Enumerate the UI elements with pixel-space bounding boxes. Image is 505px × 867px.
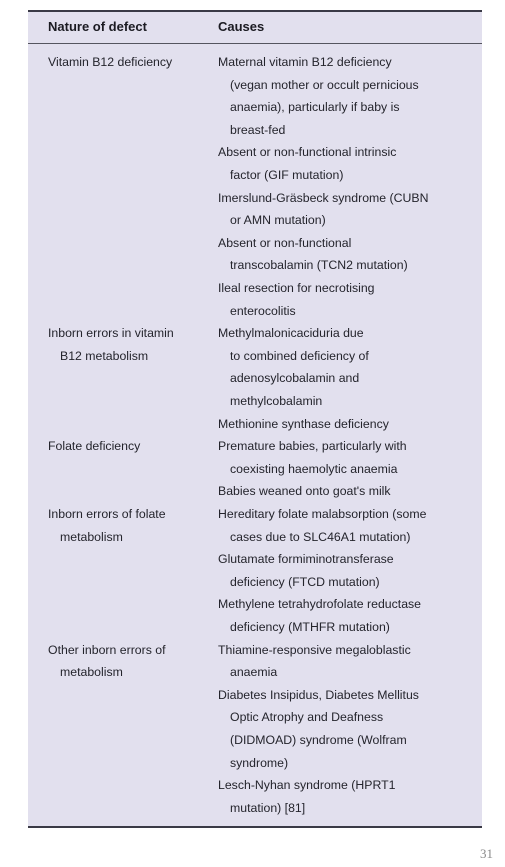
cause-cell-line: transcobalamin (TCN2 mutation) bbox=[230, 258, 408, 273]
table-bottom-rule bbox=[28, 826, 482, 828]
cause-cell-line: Imerslund-Gräsbeck syndrome (CUBN bbox=[218, 190, 429, 205]
table-top-rule bbox=[28, 10, 482, 12]
cause-cell-line: deficiency (MTHFR mutation) bbox=[230, 620, 390, 634]
cause-cell-line: Methylmalonicaciduria due bbox=[218, 326, 364, 341]
header-nature-of-defect: Nature of defect bbox=[48, 19, 147, 34]
cause-cell-line: Lesch-Nyhan syndrome (HPRT1 bbox=[218, 778, 396, 793]
cause-cell-line: Maternal vitamin B12 deficiency bbox=[218, 55, 392, 69]
defect-cell-line: metabolism bbox=[60, 529, 123, 544]
cause-cell-line: Methylene tetrahydrofolate reductase bbox=[218, 597, 422, 612]
cause-cell-line: adenosylcobalamin and bbox=[230, 371, 360, 386]
cause-cell-line: Diabetes Insipidus, Diabetes Mellitus bbox=[218, 687, 419, 702]
defect-cell-line: Inborn errors of folate bbox=[48, 507, 166, 521]
cause-cell-line: anaemia bbox=[230, 665, 278, 680]
cause-cell-line: to combined deficiency of bbox=[230, 348, 369, 363]
cause-cell-line: syndrome) bbox=[230, 755, 289, 770]
cause-cell-line: enterocolitis bbox=[230, 303, 296, 318]
defect-cell-line: metabolism bbox=[60, 665, 123, 680]
cause-cell-line: Absent or non-functional bbox=[218, 235, 352, 250]
table-header-rule bbox=[28, 43, 482, 44]
defect-cell-line: Folate deficiency bbox=[48, 439, 141, 454]
cause-cell-line: Thiamine-responsive megaloblastic bbox=[218, 642, 411, 657]
header-causes: Causes bbox=[218, 19, 265, 34]
cause-cell-line: Glutamate formiminotransferase bbox=[218, 552, 394, 567]
defect-cell-line: Inborn errors in vitamin bbox=[48, 326, 174, 341]
cause-cell-line: Methionine synthase deficiency bbox=[218, 416, 389, 431]
defect-cell-line: Vitamin B12 deficiency bbox=[48, 55, 173, 69]
cause-cell-line: Hereditary folate malabsorption (some bbox=[218, 507, 427, 521]
page-number: 31 bbox=[480, 846, 493, 861]
cause-cell-line: (DIDMOAD) syndrome (Wolfram bbox=[230, 733, 407, 747]
cause-cell-line: methylcobalamin bbox=[230, 394, 323, 408]
cause-cell-line: Premature babies, particularly with bbox=[218, 439, 407, 454]
defect-cell-line: B12 metabolism bbox=[60, 348, 149, 363]
cause-cell-line: factor (GIF mutation) bbox=[230, 168, 344, 182]
cause-cell-line: Ileal resection for necrotising bbox=[218, 281, 375, 295]
cause-cell-line: Babies weaned onto goat's milk bbox=[218, 484, 391, 499]
cause-cell-line: or AMN mutation) bbox=[230, 213, 326, 228]
cause-cell-line: coexisting haemolytic anaemia bbox=[230, 461, 398, 476]
cause-cell-line: anaemia), particularly if baby is bbox=[230, 100, 400, 115]
cause-cell-line: Absent or non-functional intrinsic bbox=[218, 145, 397, 160]
cause-cell-line: deficiency (FTCD mutation) bbox=[230, 574, 380, 589]
cause-cell-line: mutation) [81] bbox=[230, 800, 306, 815]
cause-cell-line: breast-fed bbox=[230, 122, 286, 137]
cause-cell-line: (vegan mother or occult pernicious bbox=[230, 77, 419, 92]
defect-cell-line: Other inborn errors of bbox=[48, 642, 166, 657]
cause-cell-line: Optic Atrophy and Deafness bbox=[230, 710, 384, 725]
cause-cell-line: cases due to SLC46A1 mutation) bbox=[230, 529, 411, 544]
